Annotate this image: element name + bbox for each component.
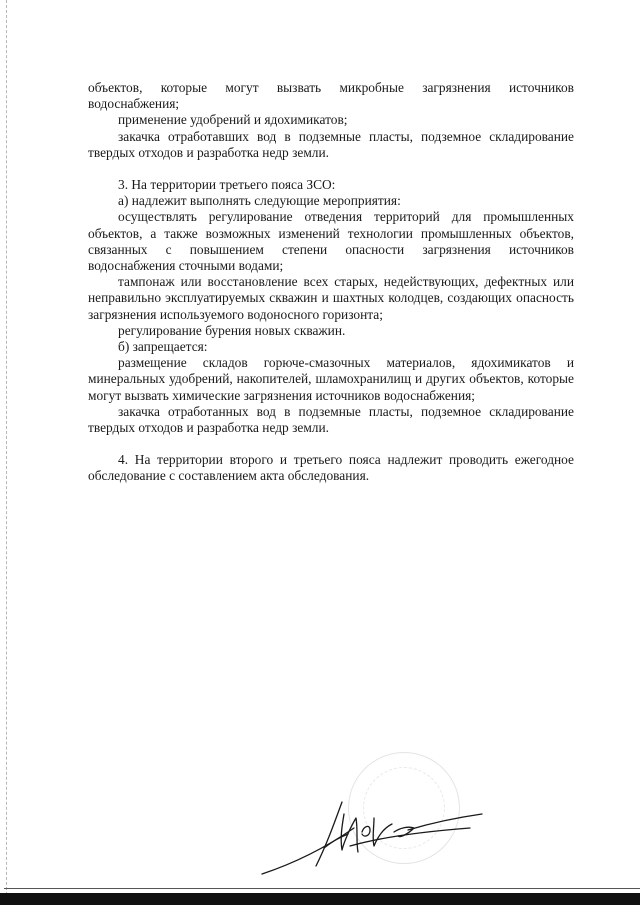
section-3-heading: 3. На территории третьего пояса ЗСО: xyxy=(118,177,336,193)
scan-left-edge xyxy=(6,0,8,905)
paragraph-well-plugging: тампонаж или восстановление всех старых, недействующих, дефектных или неправильно эксплуатируемых скважин и шахтных колодцев, создающих опасность загрязнения используемого водоносного горизонта; xyxy=(88,274,574,322)
paragraph-gap xyxy=(88,436,574,452)
handwritten-signature xyxy=(258,788,488,878)
paragraph-territory-regulation: осуществлять регулирование отведения территорий для промышленных объектов, а также возможных изменений технологии промышленных объектов, связанных с повышением степени опасности загрязнения источников водоснабжения сточными водами; xyxy=(88,209,574,274)
scan-bottom-edge xyxy=(0,893,640,905)
paragraph-waste-injection: закачка отработавших вод в подземные пласты, подземное складирование твердых отходов и разработка недр земли. xyxy=(88,128,574,160)
paragraph-fertilizers: применение удобрений и ядохимикатов; xyxy=(118,112,348,128)
paragraph-continuation: объектов, которые могут вызвать микробные загрязнения источников водоснабжения; xyxy=(88,80,574,112)
section-4-paragraph: 4. На территории второго и третьего пояса надлежит проводить ежегодное обследование с составлением акта обследования. xyxy=(88,452,574,484)
paragraph-gap xyxy=(88,161,574,177)
subsection-a-heading: а) надлежит выполнять следующие мероприятия: xyxy=(118,193,401,209)
scan-bottom-rule xyxy=(4,888,640,889)
paragraph-storage-prohibition: размещение складов горюче-смазочных материалов, ядохимикатов и минеральных удобрений, накопителей, шламохранилищ и других объектов, которые могут вызвать химические загрязнения источников водоснабжения; xyxy=(88,355,574,403)
subsection-b-heading: б) запрещается: xyxy=(118,339,208,355)
paragraph-waste-injection-2: закачка отработанных вод в подземные пласты, подземное складирование твердых отходов и разработка недр земли. xyxy=(88,403,574,436)
document-body xyxy=(88,80,574,485)
paragraph-drilling-regulation: регулирование бурения новых скважин. xyxy=(118,322,346,338)
